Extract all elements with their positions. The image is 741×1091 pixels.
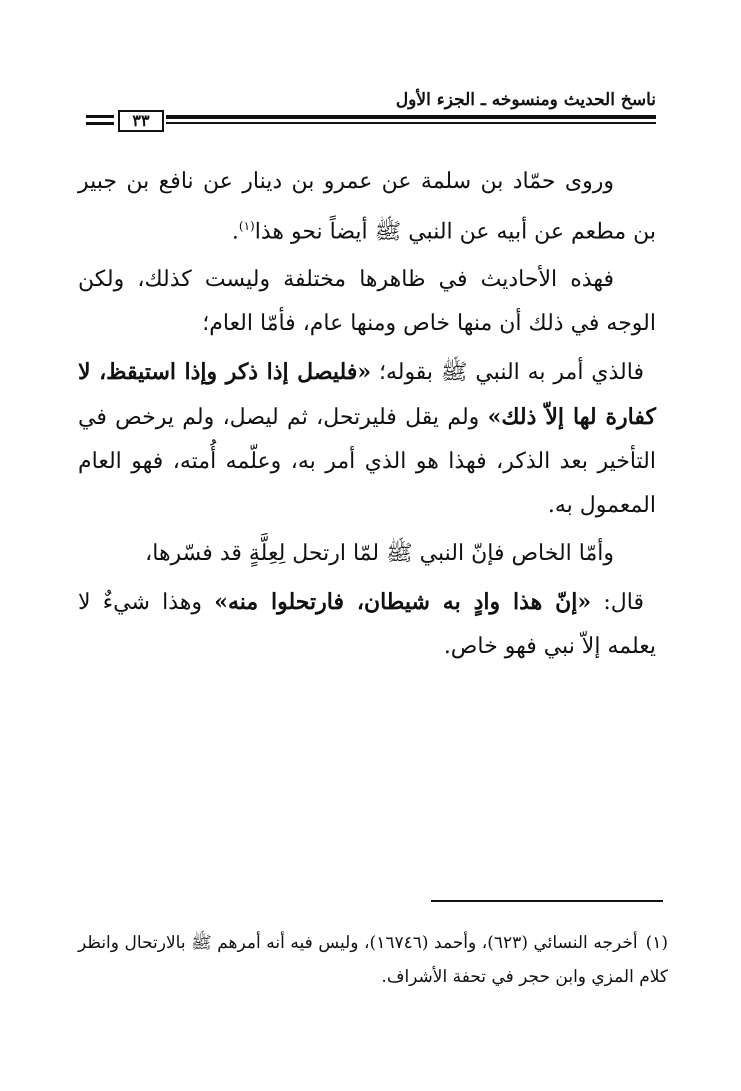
running-title: ناسخ الحديث ومنسوخه ـ الجزء الأول (395, 90, 656, 110)
paragraph-5-text-a: قال: (591, 590, 644, 616)
hadith-quote-1: «فليصل إذا ذكر وإذا استيقظ، لا كفارة لها إلاّ ذلك» (78, 359, 656, 431)
paragraph-1 (78, 160, 656, 254)
paragraph-5 (78, 580, 656, 669)
page-header (78, 88, 656, 138)
footnote-ref-1[interactable]: (١) (238, 219, 255, 233)
page-number: ٣٣ (118, 110, 164, 132)
header-rule-thick (166, 115, 656, 119)
footnotes (78, 926, 668, 994)
footnote-1 (78, 926, 668, 994)
paragraph-5-text-b: وهذا شيءٌ لا يعلمه إلاّ نبي فهو خاص. (78, 590, 656, 660)
header-rule-thin (166, 122, 656, 124)
body-text (78, 160, 656, 673)
paragraph-1-end: . (231, 219, 239, 245)
footnote-text: أخرجه النسائي (٦٢٣)، وأحمد (١٦٧٤٦)، وليس فيه أنه أمرهم ﷺ بالارتحال وانظر كلام المزي وابن حجر في تحفة الأشراف. (78, 933, 668, 987)
paragraph-3-text-b: ولم يقل فليرتحل، ثم ليصل، ولم يرخص في التأخير بعد الذكر، فهذا هو الذي أمر به، وعلّمه أُمته، فهو العام المعمول به. (78, 405, 656, 519)
paragraph-3-text-a: فالذي أمر به النبي ﷺ بقوله؛ (371, 360, 644, 386)
paragraph-3 (78, 350, 656, 528)
header-stub-lower (86, 122, 114, 125)
hadith-quote-2: «إنّ هذا وادٍ به شيطان، فارتحلوا منه» (214, 589, 592, 616)
footnote-separator (431, 900, 663, 902)
paragraph-2: فهذه الأحاديث في ظاهرها مختلفة وليست كذلك، ولكن الوجه في ذلك أن منها خاص ومنها عام، فأمّا العام؛ (78, 267, 656, 337)
paragraph-4: وأمّا الخاص فإنّ النبي ﷺ لمّا ارتحل لِعِلَّةٍ قد فسّرها، (145, 541, 614, 567)
footnote-marker: (١) (645, 933, 668, 953)
header-stub-upper (86, 115, 114, 118)
paragraph-1-text: وروى حمّاد بن سلمة عن عمرو بن دينار عن نافع بن جبير بن مطعم عن أبيه عن النبي ﷺ أيضاً نحو هذا (78, 169, 656, 245)
